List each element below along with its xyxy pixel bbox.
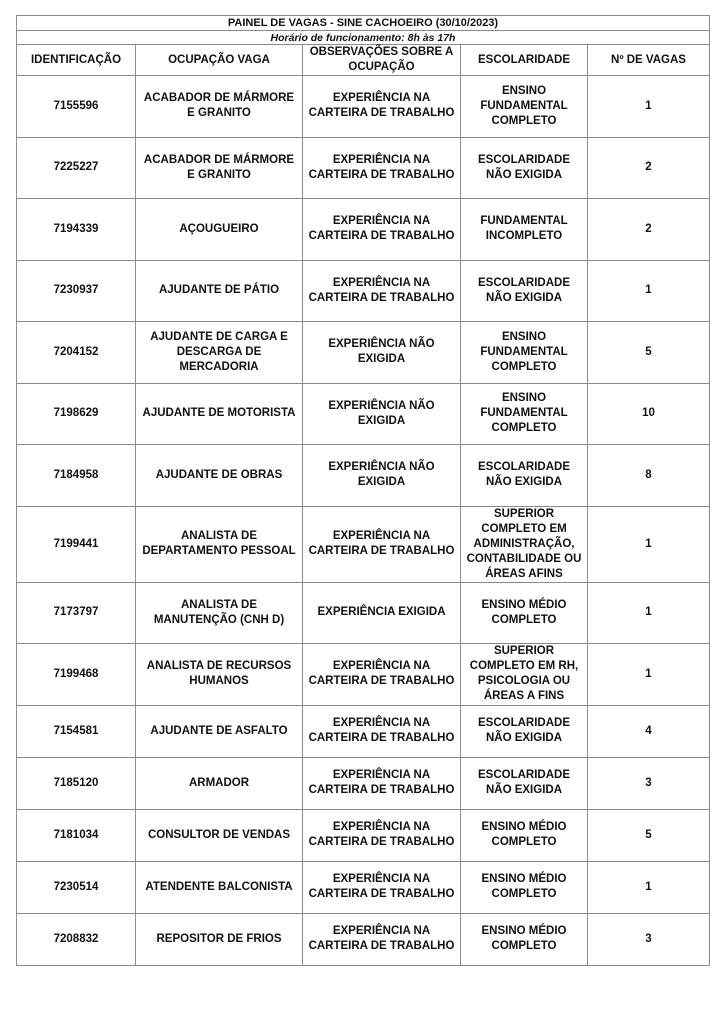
table-row bbox=[17, 705, 710, 757]
cell-notes: EXPERIÊNCIA NÃO EXIGIDA bbox=[303, 322, 461, 384]
cell-notes: EXPERIÊNCIA NA CARTEIRA DE TRABALHO bbox=[303, 76, 461, 138]
table-row bbox=[17, 757, 710, 809]
cell-count: 1 bbox=[588, 644, 710, 706]
cell-occupation: ANALISTA DE DEPARTAMENTO PESSOAL bbox=[136, 506, 303, 582]
table-row bbox=[17, 506, 710, 582]
header-id: IDENTIFICAÇÃO bbox=[17, 45, 136, 76]
cell-id: 7184958 bbox=[17, 445, 136, 507]
cell-count: 1 bbox=[588, 506, 710, 582]
cell-notes: EXPERIÊNCIA NA CARTEIRA DE TRABALHO bbox=[303, 644, 461, 706]
cell-education: ENSINO MÉDIO COMPLETO bbox=[461, 861, 588, 913]
table-row bbox=[17, 861, 710, 913]
cell-occupation: AÇOUGUEIRO bbox=[136, 199, 303, 261]
cell-count: 8 bbox=[588, 445, 710, 507]
cell-id: 7204152 bbox=[17, 322, 136, 384]
cell-id: 7154581 bbox=[17, 705, 136, 757]
header-count: Nº DE VAGAS bbox=[588, 45, 710, 76]
opening-hours: Horário de funcionamento: 8h às 17h bbox=[17, 31, 710, 45]
job-vacancies-table bbox=[16, 15, 710, 966]
cell-notes: EXPERIÊNCIA NA CARTEIRA DE TRABALHO bbox=[303, 506, 461, 582]
cell-occupation: CONSULTOR DE VENDAS bbox=[136, 809, 303, 861]
header-education: ESCOLARIDADE bbox=[461, 45, 588, 76]
table-row bbox=[17, 644, 710, 706]
table-body bbox=[17, 76, 710, 966]
cell-occupation: ANALISTA DE MANUTENÇÃO (CNH D) bbox=[136, 582, 303, 644]
cell-education: SUPERIOR COMPLETO EM RH, PSICOLOGIA OU ÁREAS A FINS bbox=[461, 644, 588, 706]
cell-education: ESCOLARIDADE NÃO EXIGIDA bbox=[461, 260, 588, 322]
panel-title: PAINEL DE VAGAS - SINE CACHOEIRO (30/10/2023) bbox=[17, 16, 710, 31]
cell-education: ESCOLARIDADE NÃO EXIGIDA bbox=[461, 757, 588, 809]
cell-notes: EXPERIÊNCIA NA CARTEIRA DE TRABALHO bbox=[303, 137, 461, 199]
cell-education: SUPERIOR COMPLETO EM ADMINISTRAÇÃO, CONTABILIDADE OU ÁREAS AFINS bbox=[461, 506, 588, 582]
cell-id: 7225227 bbox=[17, 137, 136, 199]
cell-occupation: AJUDANTE DE ASFALTO bbox=[136, 705, 303, 757]
cell-education: ENSINO MÉDIO COMPLETO bbox=[461, 913, 588, 965]
cell-notes: EXPERIÊNCIA NA CARTEIRA DE TRABALHO bbox=[303, 809, 461, 861]
header-occupation: OCUPAÇÃO VAGA bbox=[136, 45, 303, 76]
cell-notes: EXPERIÊNCIA NÃO EXIGIDA bbox=[303, 383, 461, 445]
cell-occupation: ARMADOR bbox=[136, 757, 303, 809]
cell-occupation: ACABADOR DE MÁRMORE E GRANITO bbox=[136, 137, 303, 199]
cell-notes: EXPERIÊNCIA NA CARTEIRA DE TRABALHO bbox=[303, 705, 461, 757]
cell-id: 7199441 bbox=[17, 506, 136, 582]
cell-count: 5 bbox=[588, 322, 710, 384]
panel-hours-row bbox=[17, 31, 710, 45]
cell-education: FUNDAMENTAL INCOMPLETO bbox=[461, 199, 588, 261]
table-row bbox=[17, 322, 710, 384]
cell-count: 1 bbox=[588, 76, 710, 138]
cell-id: 7230514 bbox=[17, 861, 136, 913]
table-row bbox=[17, 137, 710, 199]
header-notes: OBSERVAÇÕES SOBRE A OCUPAÇÃO bbox=[303, 45, 461, 76]
cell-count: 2 bbox=[588, 199, 710, 261]
cell-education: ENSINO MÉDIO COMPLETO bbox=[461, 809, 588, 861]
cell-count: 3 bbox=[588, 913, 710, 965]
cell-notes: EXPERIÊNCIA NA CARTEIRA DE TRABALHO bbox=[303, 199, 461, 261]
cell-occupation: AJUDANTE DE PÁTIO bbox=[136, 260, 303, 322]
table-row bbox=[17, 383, 710, 445]
cell-count: 2 bbox=[588, 137, 710, 199]
cell-education: ENSINO FUNDAMENTAL COMPLETO bbox=[461, 383, 588, 445]
cell-id: 7181034 bbox=[17, 809, 136, 861]
cell-notes: EXPERIÊNCIA NA CARTEIRA DE TRABALHO bbox=[303, 913, 461, 965]
cell-occupation: AJUDANTE DE MOTORISTA bbox=[136, 383, 303, 445]
cell-id: 7198629 bbox=[17, 383, 136, 445]
table-row bbox=[17, 199, 710, 261]
cell-count: 3 bbox=[588, 757, 710, 809]
cell-id: 7155596 bbox=[17, 76, 136, 138]
cell-id: 7230937 bbox=[17, 260, 136, 322]
cell-occupation: REPOSITOR DE FRIOS bbox=[136, 913, 303, 965]
table-row bbox=[17, 260, 710, 322]
cell-count: 10 bbox=[588, 383, 710, 445]
cell-occupation: ACABADOR DE MÁRMORE E GRANITO bbox=[136, 76, 303, 138]
column-header-row bbox=[17, 45, 710, 76]
cell-count: 4 bbox=[588, 705, 710, 757]
table-row bbox=[17, 445, 710, 507]
cell-notes: EXPERIÊNCIA NA CARTEIRA DE TRABALHO bbox=[303, 260, 461, 322]
cell-id: 7194339 bbox=[17, 199, 136, 261]
cell-count: 5 bbox=[588, 809, 710, 861]
cell-count: 1 bbox=[588, 582, 710, 644]
cell-count: 1 bbox=[588, 861, 710, 913]
cell-occupation: AJUDANTE DE CARGA E DESCARGA DE MERCADORIA bbox=[136, 322, 303, 384]
cell-notes: EXPERIÊNCIA NÃO EXIGIDA bbox=[303, 445, 461, 507]
cell-education: ENSINO MÉDIO COMPLETO bbox=[461, 582, 588, 644]
cell-education: ESCOLARIDADE NÃO EXIGIDA bbox=[461, 445, 588, 507]
panel-title-row bbox=[17, 16, 710, 31]
table-row bbox=[17, 76, 710, 138]
cell-education: ESCOLARIDADE NÃO EXIGIDA bbox=[461, 137, 588, 199]
cell-education: ESCOLARIDADE NÃO EXIGIDA bbox=[461, 705, 588, 757]
cell-id: 7185120 bbox=[17, 757, 136, 809]
cell-occupation: ATENDENTE BALCONISTA bbox=[136, 861, 303, 913]
cell-notes: EXPERIÊNCIA NA CARTEIRA DE TRABALHO bbox=[303, 757, 461, 809]
cell-notes: EXPERIÊNCIA NA CARTEIRA DE TRABALHO bbox=[303, 861, 461, 913]
table-row bbox=[17, 582, 710, 644]
cell-education: ENSINO FUNDAMENTAL COMPLETO bbox=[461, 76, 588, 138]
cell-count: 1 bbox=[588, 260, 710, 322]
cell-notes: EXPERIÊNCIA EXIGIDA bbox=[303, 582, 461, 644]
table-row bbox=[17, 809, 710, 861]
cell-education: ENSINO FUNDAMENTAL COMPLETO bbox=[461, 322, 588, 384]
cell-occupation: AJUDANTE DE OBRAS bbox=[136, 445, 303, 507]
cell-id: 7173797 bbox=[17, 582, 136, 644]
cell-id: 7199468 bbox=[17, 644, 136, 706]
cell-occupation: ANALISTA DE RECURSOS HUMANOS bbox=[136, 644, 303, 706]
table-row bbox=[17, 913, 710, 965]
cell-id: 7208832 bbox=[17, 913, 136, 965]
